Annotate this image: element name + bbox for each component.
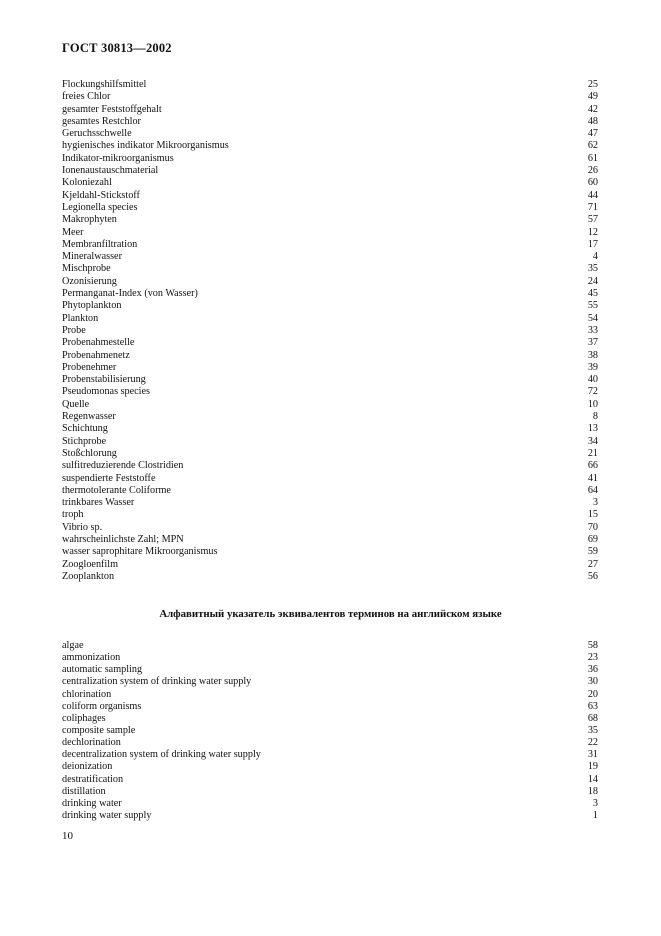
- index-term: ammonization: [62, 652, 121, 664]
- index-entry: [62, 288, 598, 300]
- index-entry: [62, 263, 598, 275]
- index-term-number: 33: [587, 324, 598, 336]
- index-term: Phytoplankton: [62, 300, 122, 312]
- index-entry: [62, 509, 598, 521]
- index-entry: [62, 165, 598, 177]
- index-term-number: 34: [587, 435, 598, 447]
- index-term: automatic sampling: [62, 664, 143, 676]
- index-term-number: 59: [587, 546, 598, 558]
- index-term: Mischprobe: [62, 263, 111, 275]
- index-entry: [62, 399, 598, 411]
- index-entry: [62, 546, 598, 558]
- index-entry: [62, 448, 598, 460]
- index-entry: [62, 749, 598, 761]
- index-term: Flockungshilfsmittel: [62, 79, 147, 90]
- index-term-number: 66: [587, 460, 598, 472]
- index-term: decentralization system of drinking water supply: [62, 749, 261, 761]
- index-term-number: 12: [587, 226, 598, 238]
- index-term-number: 26: [587, 165, 598, 177]
- index-term-number: 69: [587, 533, 598, 545]
- index-term: Pseudomonas species: [62, 386, 150, 398]
- index-term-number: 48: [587, 115, 598, 127]
- index-entry: [62, 534, 598, 546]
- index-entry: [62, 91, 598, 103]
- index-term-number: 31: [587, 749, 598, 761]
- index-entry: [62, 177, 598, 189]
- index-entry: [62, 701, 598, 713]
- index-term: suspendierte Feststoffe: [62, 472, 156, 484]
- index-entry: [62, 116, 598, 128]
- index-term: composite sample: [62, 724, 136, 736]
- index-entry: [62, 386, 598, 398]
- index-term-number: 71: [587, 201, 598, 213]
- index-term-number: 39: [587, 361, 598, 373]
- index-term-number: 38: [587, 349, 598, 361]
- index-entry: [62, 214, 598, 226]
- index-entry: [62, 522, 598, 534]
- index-term: Legionella species: [62, 201, 138, 213]
- index-entry: [62, 497, 598, 509]
- index-term: dechlorination: [62, 737, 121, 749]
- index-term-number: 10: [587, 398, 598, 410]
- index-term: Zoogloenfilm: [62, 558, 119, 570]
- index-term: Quelle: [62, 398, 90, 410]
- index-term: thermotolerante Coliforme: [62, 484, 171, 496]
- index-entry: [62, 737, 598, 749]
- index-entry: [62, 559, 598, 571]
- index-term-number: 62: [587, 140, 598, 152]
- english-term-index: [62, 640, 598, 822]
- index-term: wasser saprophitare Mikroorganismus: [62, 546, 218, 558]
- index-term-number: 64: [587, 484, 598, 496]
- index-term: Zooplankton: [62, 570, 115, 582]
- index-term-number: 60: [587, 177, 598, 189]
- index-term: sulfitreduzierende Clostridien: [62, 460, 184, 472]
- index-term-number: 17: [587, 238, 598, 250]
- index-term: Probenahmenetz: [62, 349, 130, 361]
- index-term: Probenahmestelle: [62, 337, 135, 349]
- index-term: Plankton: [62, 312, 99, 324]
- page-number: 10: [62, 830, 73, 842]
- index-entry: [62, 300, 598, 312]
- index-entry: [62, 713, 598, 725]
- index-term-number: 45: [587, 288, 598, 300]
- index-term-number: 20: [587, 688, 598, 700]
- index-entry: [62, 374, 598, 386]
- index-entry: [62, 202, 598, 214]
- index-entry: [62, 798, 598, 810]
- index-term: Kjeldahl-Stickstoff: [62, 189, 140, 201]
- index-term-number: 18: [587, 785, 598, 797]
- index-term-number: 21: [587, 447, 598, 459]
- index-term-number: 30: [587, 676, 598, 688]
- index-term: coliphages: [62, 712, 106, 724]
- index-entry: [62, 664, 598, 676]
- index-term-number: 15: [587, 509, 598, 521]
- index-entry: [62, 473, 598, 485]
- index-term: coliform organisms: [62, 700, 142, 712]
- index-entry: [62, 485, 598, 497]
- index-term-number: 24: [587, 275, 598, 287]
- index-entry: [62, 460, 598, 472]
- index-term-number: 54: [587, 312, 598, 324]
- index-term-number: 23: [587, 652, 598, 664]
- german-term-index: [62, 79, 598, 583]
- index-term: trinkbares Wasser: [62, 497, 135, 509]
- index-term: drinking water supply: [62, 809, 152, 821]
- index-entry: [62, 79, 598, 91]
- index-entry: [62, 689, 598, 701]
- index-entry: [62, 810, 598, 822]
- index-entry: [62, 239, 598, 251]
- index-term: troph: [62, 509, 84, 521]
- index-term: Vibrio sp.: [62, 521, 103, 533]
- index-term: Ozonisierung: [62, 275, 117, 287]
- index-term-number: 57: [587, 214, 598, 226]
- index-entry: [62, 350, 598, 362]
- index-term-number: 37: [587, 337, 598, 349]
- index-term: Probenstabilisierung: [62, 374, 146, 386]
- index-term: gesamter Feststoffgehalt: [62, 103, 162, 115]
- index-entry: [62, 140, 598, 152]
- index-term-number: 70: [587, 521, 598, 533]
- index-term: destratification: [62, 773, 124, 785]
- index-term: freies Chlor: [62, 91, 111, 103]
- index-term: Indikator-mikroorganismus: [62, 152, 174, 164]
- index-term: wahrscheinlichste Zahl; MPN: [62, 533, 184, 545]
- index-term: Regenwasser: [62, 411, 116, 423]
- index-entry: [62, 786, 598, 798]
- index-entry: [62, 436, 598, 448]
- index-term-number: 63: [587, 700, 598, 712]
- index-term: distillation: [62, 785, 106, 797]
- index-term: Meer: [62, 226, 84, 238]
- index-term-number: 27: [587, 558, 598, 570]
- index-term: hygienisches indikator Mikroorganismus: [62, 140, 229, 152]
- index-term: Mineralwasser: [62, 251, 122, 263]
- index-entry: [62, 337, 598, 349]
- index-term: gesamtes Restchlor: [62, 115, 141, 127]
- index-term-number: 1: [592, 809, 598, 821]
- index-term-number: 36: [587, 664, 598, 676]
- index-term: Schichtung: [62, 423, 108, 435]
- index-term: Ionenaustauschmaterial: [62, 165, 159, 177]
- index-term-number: 44: [587, 189, 598, 201]
- index-term: Probenehmer: [62, 361, 117, 373]
- index-entry: [62, 325, 598, 337]
- index-entry: [62, 276, 598, 288]
- index-term-number: 41: [587, 472, 598, 484]
- index-term-number: 35: [587, 724, 598, 736]
- index-entry: [62, 774, 598, 786]
- index-term: Makrophyten: [62, 214, 117, 226]
- index-term-number: 72: [587, 386, 598, 398]
- index-term: Koloniezahl: [62, 177, 112, 189]
- index-term-number: 22: [587, 737, 598, 749]
- index-entry: [62, 652, 598, 664]
- index-term-number: 13: [587, 423, 598, 435]
- index-entry: [62, 104, 598, 116]
- index-entry: [62, 251, 598, 263]
- index-term: algae: [62, 640, 84, 651]
- index-entry: [62, 227, 598, 239]
- index-term-number: 49: [587, 91, 598, 103]
- index-entry: [62, 313, 598, 325]
- index-entry: [62, 362, 598, 374]
- index-term: Permanganat-Index (von Wasser): [62, 288, 198, 300]
- index-term-number: 47: [587, 128, 598, 140]
- index-entry: [62, 128, 598, 140]
- index-term-number: 8: [592, 411, 598, 423]
- index-term-number: 14: [587, 773, 598, 785]
- index-entry: [62, 640, 598, 652]
- index-term-number: 25: [587, 79, 598, 90]
- index-term: Stoßchlorung: [62, 447, 117, 459]
- index-term: drinking water: [62, 797, 122, 809]
- index-entry: [62, 676, 598, 688]
- index-term: Probe: [62, 324, 86, 336]
- index-term-number: 3: [592, 497, 598, 509]
- index-term-number: 4: [592, 251, 598, 263]
- index-entry: [62, 725, 598, 737]
- index-entry: [62, 153, 598, 165]
- index-term: Stichprobe: [62, 435, 107, 447]
- index-term: Membranfiltration: [62, 238, 138, 250]
- index-term: centralization system of drinking water supply: [62, 676, 252, 688]
- index-entry: [62, 571, 598, 583]
- index-term: chlorination: [62, 688, 112, 700]
- index-term-number: 55: [587, 300, 598, 312]
- index-term-number: 68: [587, 712, 598, 724]
- index-term-number: 19: [587, 761, 598, 773]
- index-term-number: 3: [592, 797, 598, 809]
- index-term: deionization: [62, 761, 113, 773]
- index-entry: [62, 411, 598, 423]
- index-term-number: 42: [587, 103, 598, 115]
- index-term-number: 35: [587, 263, 598, 275]
- index-term: Geruchsschwelle: [62, 128, 132, 140]
- english-index-title: Алфавитный указатель эквивалентов терминов на английском языке: [159, 608, 502, 620]
- index-term-number: 61: [587, 152, 598, 164]
- document-header: ГОСТ 30813—2002: [62, 41, 172, 55]
- index-term-number: 58: [587, 640, 598, 651]
- index-term-number: 40: [587, 374, 598, 386]
- index-entry: [62, 190, 598, 202]
- index-entry: [62, 761, 598, 773]
- index-term-number: 56: [587, 570, 598, 582]
- index-entry: [62, 423, 598, 435]
